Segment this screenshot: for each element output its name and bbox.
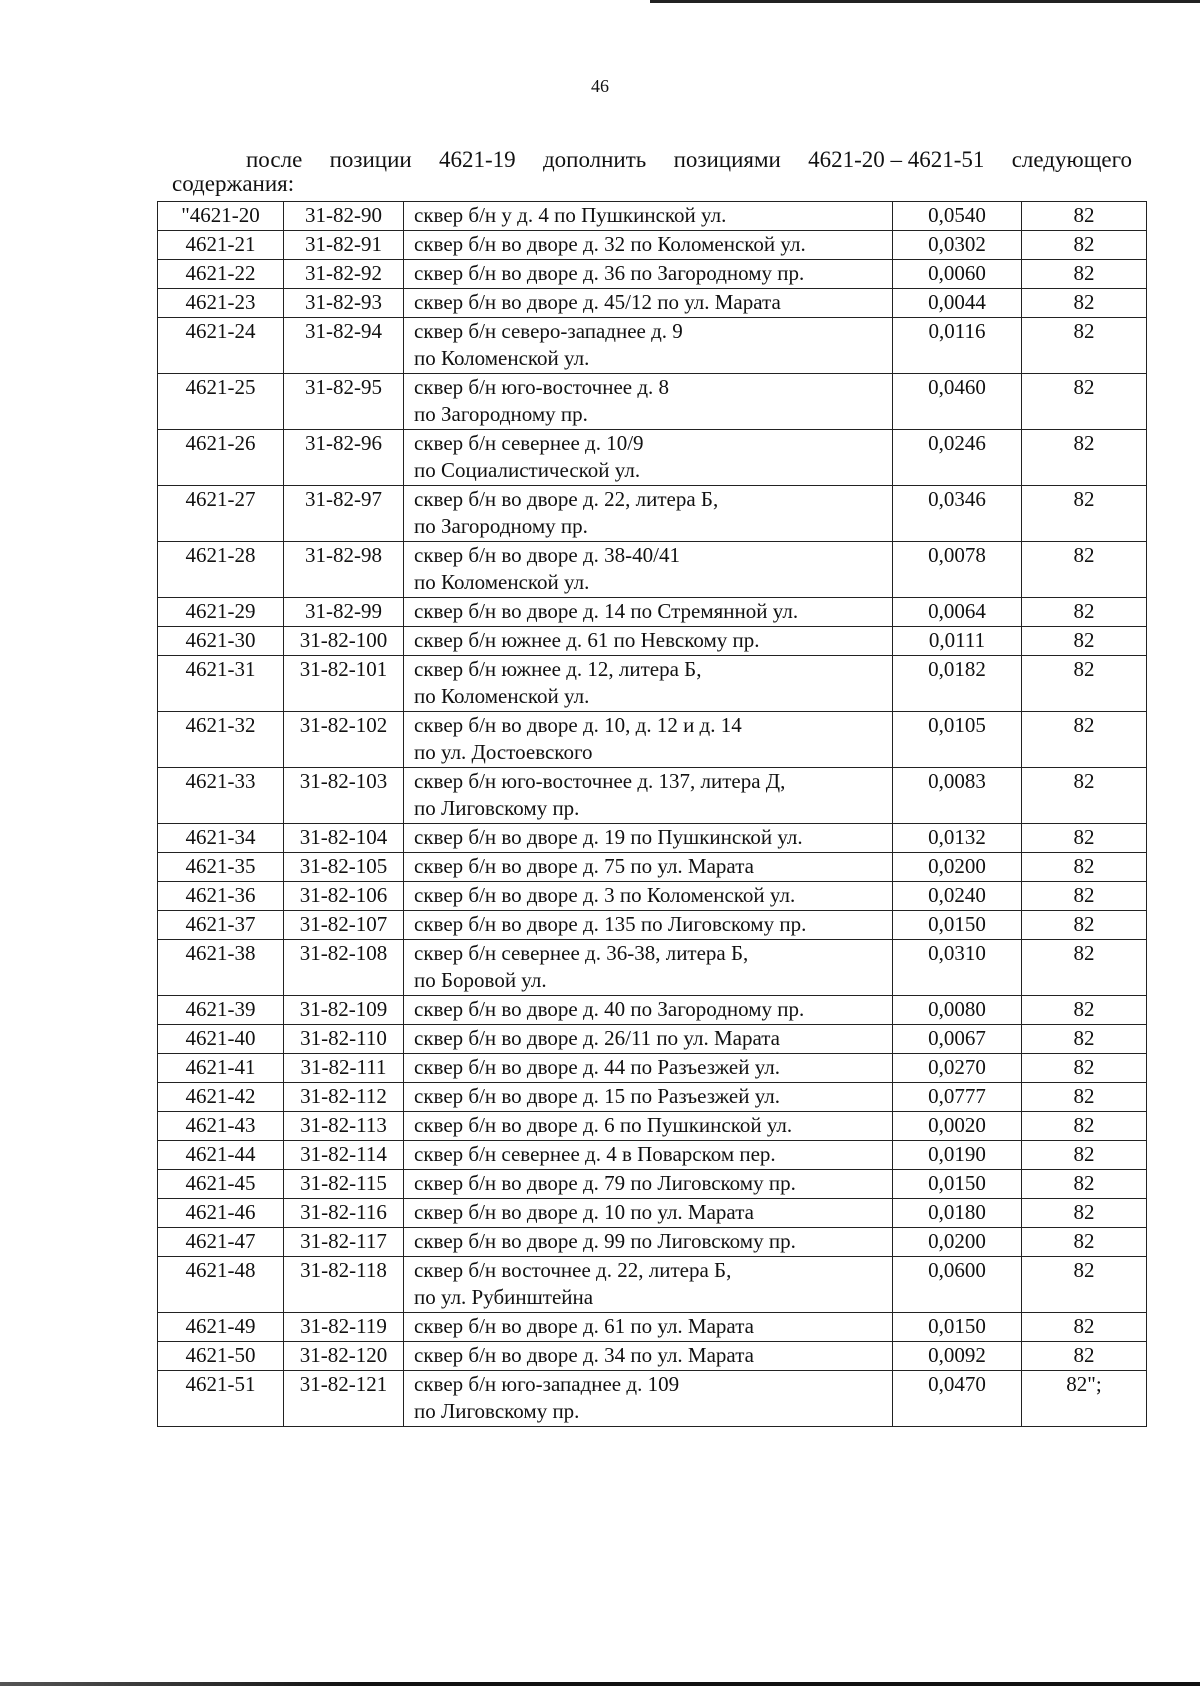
area-cell: 0,0020 [893, 1112, 1022, 1141]
object-name-cell [404, 996, 893, 1025]
object-name-line: сквер б/н во дворе д. 79 по Лиговскому пр. [414, 1171, 796, 1195]
area-cell: 0,0044 [893, 289, 1022, 318]
table-row [158, 911, 1147, 940]
table-row [158, 374, 1147, 430]
table-row [158, 1141, 1147, 1170]
area-cell: 0,0460 [893, 374, 1022, 430]
object-name-cell [404, 1025, 893, 1054]
district-code-cell: 82 [1022, 486, 1147, 542]
table-row [158, 1228, 1147, 1257]
table-row [158, 486, 1147, 542]
object-name-line: по Коломенской ул. [414, 684, 590, 708]
object-name-line: сквер б/н севернее д. 4 в Поварском пер. [414, 1142, 776, 1166]
district-code-cell: 82 [1022, 768, 1147, 824]
object-name-line: по ул. Достоевского [414, 740, 593, 764]
intro-word: позициями [673, 147, 781, 172]
object-name-line: сквер б/н севернее д. 36-38, литера Б, [414, 941, 749, 965]
object-name-line: сквер б/н во дворе д. 36 по Загородному пр. [414, 261, 805, 285]
registry-number-cell: 31-82-105 [284, 853, 404, 882]
object-name-cell [404, 940, 893, 996]
registry-number-cell: 31-82-99 [284, 598, 404, 627]
table-row [158, 231, 1147, 260]
object-name-line: сквер б/н во дворе д. 22, литера Б, [414, 487, 719, 511]
position-cell: 4621-35 [158, 853, 284, 882]
position-cell: 4621-21 [158, 231, 284, 260]
registry-number-cell: 31-82-119 [284, 1313, 404, 1342]
position-cell: "4621-20 [158, 202, 284, 231]
registry-number-cell: 31-82-107 [284, 911, 404, 940]
table-row [158, 202, 1147, 231]
object-name-line: сквер б/н во дворе д. 44 по Разъезжей ул. [414, 1055, 781, 1079]
object-name-cell [404, 1083, 893, 1112]
registry-number-cell: 31-82-101 [284, 656, 404, 712]
registry-number-cell: 31-82-112 [284, 1083, 404, 1112]
registry-number-cell: 31-82-111 [284, 1054, 404, 1083]
table-row [158, 1112, 1147, 1141]
position-cell: 4621-33 [158, 768, 284, 824]
area-cell: 0,0240 [893, 882, 1022, 911]
object-name-line: сквер б/н во дворе д. 45/12 по ул. Марата [414, 290, 781, 314]
registry-number-cell: 31-82-115 [284, 1170, 404, 1199]
object-name-cell [404, 486, 893, 542]
object-name-line: по Загородному пр. [414, 514, 588, 538]
district-code-cell: 82 [1022, 598, 1147, 627]
district-code-cell: 82 [1022, 996, 1147, 1025]
object-name-line: сквер б/н во дворе д. 14 по Стремянной ул. [414, 599, 799, 623]
object-name-cell [404, 1313, 893, 1342]
registry-number-cell: 31-82-106 [284, 882, 404, 911]
object-name-line: сквер б/н у д. 4 по Пушкинской ул. [414, 203, 727, 227]
object-name-line: сквер б/н во дворе д. 26/11 по ул. Марата [414, 1026, 781, 1050]
area-cell: 0,0302 [893, 231, 1022, 260]
position-cell: 4621-37 [158, 911, 284, 940]
district-code-cell: 82 [1022, 1083, 1147, 1112]
object-name-cell [404, 824, 893, 853]
district-code-cell: 82 [1022, 289, 1147, 318]
table-row [158, 1170, 1147, 1199]
table-row [158, 1025, 1147, 1054]
position-cell: 4621-49 [158, 1313, 284, 1342]
registry-number-cell: 31-82-90 [284, 202, 404, 231]
district-code-cell: 82 [1022, 1228, 1147, 1257]
registry-number-cell: 31-82-91 [284, 231, 404, 260]
district-code-cell: 82 [1022, 656, 1147, 712]
table-row [158, 1054, 1147, 1083]
object-name-cell [404, 1199, 893, 1228]
object-name-line: сквер б/н севернее д. 10/9 [414, 431, 644, 455]
object-name-line: по Лиговскому пр. [414, 796, 580, 820]
positions-table-body [158, 202, 1147, 1427]
intro-paragraph [172, 148, 1132, 196]
district-code-cell: 82 [1022, 1141, 1147, 1170]
district-code-cell: 82 [1022, 374, 1147, 430]
area-cell: 0,0078 [893, 542, 1022, 598]
registry-number-cell: 31-82-98 [284, 542, 404, 598]
object-name-cell [404, 1141, 893, 1170]
area-cell: 0,0060 [893, 260, 1022, 289]
registry-number-cell: 31-82-109 [284, 996, 404, 1025]
position-cell: 4621-50 [158, 1342, 284, 1371]
object-name-line: по Лиговскому пр. [414, 1399, 580, 1423]
area-cell: 0,0083 [893, 768, 1022, 824]
object-name-cell [404, 627, 893, 656]
position-cell: 4621-31 [158, 656, 284, 712]
registry-number-cell: 31-82-95 [284, 374, 404, 430]
district-code-cell: 82 [1022, 1199, 1147, 1228]
district-code-cell: 82 [1022, 1112, 1147, 1141]
registry-number-cell: 31-82-94 [284, 318, 404, 374]
object-name-line: сквер б/н юго-восточнее д. 8 [414, 375, 670, 399]
table-row [158, 430, 1147, 486]
object-name-cell [404, 768, 893, 824]
object-name-line: по Коломенской ул. [414, 346, 590, 370]
table-row [158, 542, 1147, 598]
position-cell: 4621-26 [158, 430, 284, 486]
object-name-line: сквер б/н во дворе д. 34 по ул. Марата [414, 1343, 754, 1367]
object-name-line: сквер б/н во дворе д. 135 по Лиговскому пр. [414, 912, 807, 936]
table-row [158, 1371, 1147, 1427]
district-code-cell: 82 [1022, 1054, 1147, 1083]
position-cell: 4621-32 [158, 712, 284, 768]
object-name-line: сквер б/н южнее д. 12, литера Б, [414, 657, 702, 681]
area-cell: 0,0092 [893, 1342, 1022, 1371]
table-row [158, 289, 1147, 318]
area-cell: 0,0080 [893, 996, 1022, 1025]
registry-number-cell: 31-82-102 [284, 712, 404, 768]
position-cell: 4621-43 [158, 1112, 284, 1141]
object-name-line: сквер б/н во дворе д. 61 по ул. Марата [414, 1314, 754, 1338]
area-cell: 0,0200 [893, 853, 1022, 882]
area-cell: 0,0067 [893, 1025, 1022, 1054]
object-name-cell [404, 656, 893, 712]
district-code-cell: 82 [1022, 542, 1147, 598]
object-name-cell [404, 202, 893, 231]
intro-word: 4621-20 – 4621-51 [808, 147, 985, 172]
table-row [158, 1199, 1147, 1228]
area-cell: 0,0150 [893, 1170, 1022, 1199]
area-cell: 0,0470 [893, 1371, 1022, 1427]
district-code-cell: 82 [1022, 627, 1147, 656]
position-cell: 4621-45 [158, 1170, 284, 1199]
position-cell: 4621-46 [158, 1199, 284, 1228]
registry-number-cell: 31-82-92 [284, 260, 404, 289]
district-code-cell: 82 [1022, 1257, 1147, 1313]
registry-number-cell: 31-82-100 [284, 627, 404, 656]
object-name-line: по Загородному пр. [414, 402, 588, 426]
object-name-cell [404, 1257, 893, 1313]
object-name-cell [404, 430, 893, 486]
table-row [158, 1313, 1147, 1342]
district-code-cell: 82 [1022, 882, 1147, 911]
registry-number-cell: 31-82-93 [284, 289, 404, 318]
table-row [158, 712, 1147, 768]
registry-number-cell: 31-82-104 [284, 824, 404, 853]
table-row [158, 260, 1147, 289]
district-code-cell: 82 [1022, 318, 1147, 374]
object-name-line: по Коломенской ул. [414, 570, 590, 594]
area-cell: 0,0540 [893, 202, 1022, 231]
district-code-cell: 82 [1022, 430, 1147, 486]
district-code-cell: 82 [1022, 940, 1147, 996]
intro-word: 4621-19 [438, 147, 516, 172]
area-cell: 0,0150 [893, 1313, 1022, 1342]
area-cell: 0,0116 [893, 318, 1022, 374]
table-row [158, 853, 1147, 882]
table-row [158, 598, 1147, 627]
table-row [158, 940, 1147, 996]
district-code-cell: 82 [1022, 1313, 1147, 1342]
position-cell: 4621-23 [158, 289, 284, 318]
scan-edge-line-bottom [0, 1682, 1200, 1686]
object-name-line: сквер б/н во дворе д. 10 по ул. Марата [414, 1200, 754, 1224]
position-cell: 4621-34 [158, 824, 284, 853]
district-code-cell: 82 [1022, 231, 1147, 260]
object-name-cell [404, 318, 893, 374]
registry-number-cell: 31-82-97 [284, 486, 404, 542]
object-name-cell [404, 1054, 893, 1083]
object-name-cell [404, 1228, 893, 1257]
object-name-cell [404, 374, 893, 430]
registry-number-cell: 31-82-118 [284, 1257, 404, 1313]
registry-number-cell: 31-82-113 [284, 1112, 404, 1141]
position-cell: 4621-39 [158, 996, 284, 1025]
district-code-cell: 82 [1022, 911, 1147, 940]
position-cell: 4621-36 [158, 882, 284, 911]
object-name-line: по Боровой ул. [414, 968, 547, 992]
table-row [158, 627, 1147, 656]
object-name-line: сквер б/н юго-западнее д. 109 [414, 1372, 680, 1396]
position-cell: 4621-25 [158, 374, 284, 430]
object-name-line: сквер б/н во дворе д. 6 по Пушкинской ул. [414, 1113, 793, 1137]
object-name-line: по Социалистической ул. [414, 458, 641, 482]
position-cell: 4621-30 [158, 627, 284, 656]
position-cell: 4621-41 [158, 1054, 284, 1083]
scan-edge-line-top [650, 0, 1200, 3]
position-cell: 4621-48 [158, 1257, 284, 1313]
registry-number-cell: 31-82-120 [284, 1342, 404, 1371]
object-name-line: сквер б/н восточнее д. 22, литера Б, [414, 1258, 732, 1282]
area-cell: 0,0270 [893, 1054, 1022, 1083]
position-cell: 4621-44 [158, 1141, 284, 1170]
position-cell: 4621-42 [158, 1083, 284, 1112]
intro-continuation: содержания: [172, 171, 295, 196]
registry-number-cell: 31-82-116 [284, 1199, 404, 1228]
object-name-cell [404, 712, 893, 768]
position-cell: 4621-38 [158, 940, 284, 996]
area-cell: 0,0111 [893, 627, 1022, 656]
area-cell: 0,0132 [893, 824, 1022, 853]
object-name-line: сквер б/н во дворе д. 19 по Пушкинской ул. [414, 825, 803, 849]
district-code-cell: 82 [1022, 712, 1147, 768]
district-code-cell: 82 [1022, 824, 1147, 853]
object-name-cell [404, 1112, 893, 1141]
position-cell: 4621-29 [158, 598, 284, 627]
object-name-cell [404, 1371, 893, 1427]
table-row [158, 1342, 1147, 1371]
position-cell: 4621-51 [158, 1371, 284, 1427]
object-name-line: сквер б/н южнее д. 61 по Невскому пр. [414, 628, 760, 652]
object-name-line: по ул. Рубинштейна [414, 1285, 594, 1309]
area-cell: 0,0150 [893, 911, 1022, 940]
area-cell: 0,0180 [893, 1199, 1022, 1228]
district-code-cell: 82 [1022, 1025, 1147, 1054]
position-cell: 4621-27 [158, 486, 284, 542]
position-cell: 4621-47 [158, 1228, 284, 1257]
area-cell: 0,0777 [893, 1083, 1022, 1112]
intro-word: следующего [1011, 147, 1132, 172]
object-name-cell [404, 911, 893, 940]
area-cell: 0,0246 [893, 430, 1022, 486]
intro-first-line [172, 148, 1132, 172]
object-name-cell [404, 853, 893, 882]
positions-table [157, 201, 1147, 1427]
object-name-cell [404, 260, 893, 289]
area-cell: 0,0064 [893, 598, 1022, 627]
area-cell: 0,0310 [893, 940, 1022, 996]
object-name-line: сквер б/н во дворе д. 32 по Коломенской ул. [414, 232, 806, 256]
table-row [158, 882, 1147, 911]
intro-word: после [246, 147, 303, 172]
registry-number-cell: 31-82-121 [284, 1371, 404, 1427]
object-name-line: сквер б/н во дворе д. 99 по Лиговскому пр. [414, 1229, 796, 1253]
registry-number-cell: 31-82-114 [284, 1141, 404, 1170]
position-cell: 4621-40 [158, 1025, 284, 1054]
district-code-cell: 82 [1022, 853, 1147, 882]
object-name-line: сквер б/н юго-восточнее д. 137, литера Д, [414, 769, 786, 793]
position-cell: 4621-28 [158, 542, 284, 598]
area-cell: 0,0105 [893, 712, 1022, 768]
table-row [158, 996, 1147, 1025]
object-name-line: сквер б/н во дворе д. 15 по Разъезжей ул. [414, 1084, 781, 1108]
registry-number-cell: 31-82-110 [284, 1025, 404, 1054]
area-cell: 0,0346 [893, 486, 1022, 542]
object-name-line: сквер б/н во дворе д. 38-40/41 [414, 543, 680, 567]
table-row [158, 1083, 1147, 1112]
area-cell: 0,0600 [893, 1257, 1022, 1313]
object-name-cell [404, 1342, 893, 1371]
position-cell: 4621-24 [158, 318, 284, 374]
intro-word: дополнить [542, 147, 647, 172]
object-name-line: сквер б/н во дворе д. 75 по ул. Марата [414, 854, 754, 878]
object-name-cell [404, 289, 893, 318]
district-code-cell: 82 [1022, 1170, 1147, 1199]
intro-word: позиции [329, 147, 412, 172]
page-number: 46 [591, 76, 609, 96]
district-code-cell: 82"; [1022, 1371, 1147, 1427]
area-cell: 0,0190 [893, 1141, 1022, 1170]
table-row [158, 1257, 1147, 1313]
registry-number-cell: 31-82-96 [284, 430, 404, 486]
area-cell: 0,0182 [893, 656, 1022, 712]
table-row [158, 768, 1147, 824]
registry-number-cell: 31-82-117 [284, 1228, 404, 1257]
registry-number-cell: 31-82-108 [284, 940, 404, 996]
table-row [158, 318, 1147, 374]
object-name-cell [404, 598, 893, 627]
district-code-cell: 82 [1022, 202, 1147, 231]
position-cell: 4621-22 [158, 260, 284, 289]
table-row [158, 656, 1147, 712]
area-cell: 0,0200 [893, 1228, 1022, 1257]
object-name-cell [404, 882, 893, 911]
district-code-cell: 82 [1022, 260, 1147, 289]
object-name-cell [404, 542, 893, 598]
object-name-cell [404, 231, 893, 260]
object-name-line: сквер б/н во дворе д. 10, д. 12 и д. 14 [414, 713, 742, 737]
object-name-line: сквер б/н во дворе д. 3 по Коломенской ул. [414, 883, 796, 907]
object-name-line: сквер б/н во дворе д. 40 по Загородному пр. [414, 997, 805, 1021]
object-name-cell [404, 1170, 893, 1199]
registry-number-cell: 31-82-103 [284, 768, 404, 824]
object-name-line: сквер б/н северо-западнее д. 9 [414, 319, 683, 343]
district-code-cell: 82 [1022, 1342, 1147, 1371]
table-row [158, 824, 1147, 853]
